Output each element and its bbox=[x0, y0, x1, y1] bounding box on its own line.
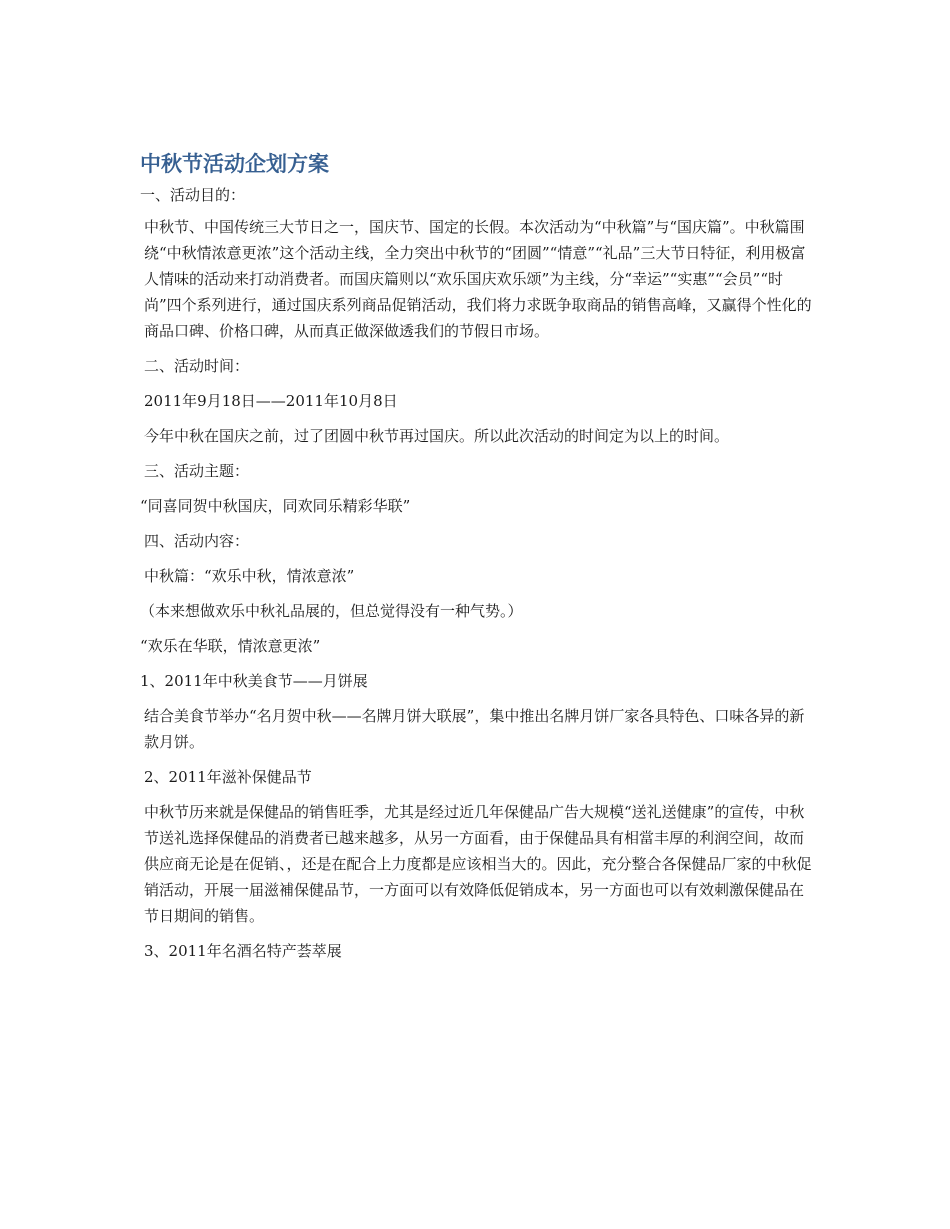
paragraph-theme: “同喜同贺中秋国庆，同欢同乐精彩华联” bbox=[140, 497, 411, 515]
document-title: 中秋节活动企划方案 bbox=[140, 152, 329, 176]
paragraph-note: （本来想做欢乐中秋礼品展的，但总觉得没有一种气势。） bbox=[140, 602, 523, 620]
section-heading-time: 二、活动时间： bbox=[144, 357, 250, 375]
list-item-wine-specialty-expo: 3、2011年名酒名特产荟萃展 bbox=[144, 942, 342, 960]
list-item-mooncake-expo: 1、2011年中秋美食节——月饼展 bbox=[140, 672, 368, 690]
paragraph-mooncake-expo: 结合美食节举办“名月贺中秋——名牌月饼大联展”，集中推出名牌月饼厂家各具特色、口味各异的新款月饼。 bbox=[144, 707, 805, 751]
paragraph-health-festival: 中秋节历来就是保健品的销售旺季，尤其是经过近几年保健品广告大规模“送礼送健康”的宣传，中秋节送礼选择保健品的消费者已越来越多，从另一方面看，由于保健品具有相當丰厚的利润空间，故而供应商无论是在促销、，还是在配合上力度都是应该相当大的。因此，充分整合各保健品厂家的中秋促销活动，开展一届滋補保健品节，一方面可以有效降低促销成本，另一方面也可以有效刺激保健品在节日期间的销售。 bbox=[144, 803, 812, 925]
paragraph-mid-autumn-part: 中秋篇：“欢乐中秋，情浓意浓” bbox=[144, 567, 355, 585]
list-item-health-festival: 2、2011年滋补保健品节 bbox=[144, 768, 312, 786]
section-heading-content: 四、活动内容： bbox=[144, 532, 250, 550]
paragraph-purpose: 中秋节、中国传统三大节日之一，国庆节、国定的长假。本次活动为“中秋篇”与“国庆篇”。中秋篇围绕“中秋情浓意更浓”这个活动主线，全力突出中秋节的“团圆”“情意”“礼品”三大节日特征，利用极富人情味的活动来打动消费者。而国庆篇则以“欢乐国庆欢乐颂”为主线，分“幸运”“实惠”“会员”“时尚”四个系列进行，通过国庆系列商品促销活动，我们将力求既争取商品的销售高峰，又赢得个性化的商品口碑、价格口碑，从而真正做深做透我们的节假日市场。 bbox=[144, 218, 812, 340]
document-page bbox=[140, 150, 812, 973]
paragraph-slogan: “欢乐在华联，情浓意更浓” bbox=[140, 637, 321, 655]
section-heading-theme: 三、活动主题： bbox=[144, 462, 250, 480]
paragraph-time-note: 今年中秋在国庆之前，过了团圆中秋节再过国庆。所以此次活动的时间定为以上的时间。 bbox=[144, 427, 730, 445]
paragraph-date-range: 2011年9月18日——2011年10月8日 bbox=[144, 392, 398, 410]
section-heading-purpose: 一、活动目的： bbox=[140, 186, 246, 204]
